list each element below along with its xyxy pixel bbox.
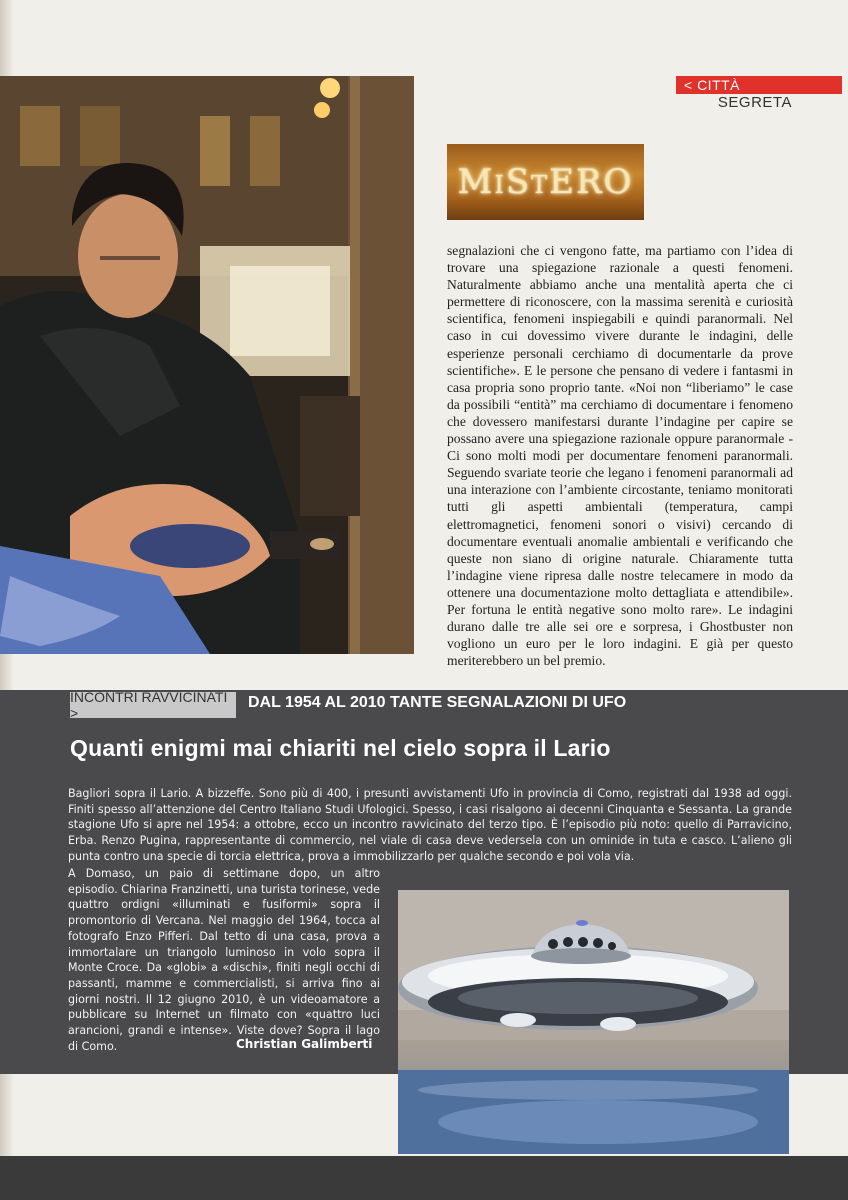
box-byline: Christian Galimberti xyxy=(236,1037,373,1051)
section-tag xyxy=(672,76,842,111)
page-bottom-bar xyxy=(0,1156,848,1200)
article-body-column xyxy=(447,242,793,669)
box-text-wide: Bagliori sopra il Lario. A bizzeffe. Sono più di 400, i presunti avvistamenti Ufo in provincia di Como, registrati dal 1938 ad oggi. Finiti spesso all’attenzione del Centro Italiano Studi Ufologici. Spesso, i casi risalgono ai decenni Cinquanta e Sessanta. La grande stagione Ufo si apre nel 1954: a ottobre, ecco un incontro ravvicinato del terzo tipo. È l’episodio più noto: quello di Parravicino, Erba. Renzo Pugina, rappresentante di commercio, nel viale di casa deve vedersela con un ominide in tuta e casco. L’alieno gli punta contro una specie di torcia elettrica, prova a immobilizzarlo per qualche secondo e poi vola via. xyxy=(68,787,792,863)
article-body-text: segnalazioni che ci vengono fatte, ma partiamo con l’idea di trovare una spiegazione razionale a questi fenomeni. Naturalmente abbiamo anche una mentalità aperta che ci permettere di riconoscere, con la massima serenità e curiosità scientifica, fenomeni inspiegabili e quindi paranormali. Nel caso in cui dovessimo vivere durante le indagini, delle esperienze personali cerchiamo di documentarle da prove scientifiche». E le persone che pensano di vedere i fantasmi in casa propria sono proprio tante. «Noi non “liberiamo” le case da possibili “entità” ma cerchiamo di documentare i fenomeno che dovessero manifestarsi durante l’indagine per capire se possano avere una spiegazione razionale oppure paranormale - Ci sono molti modi per documentare fenomeni paranormali. Seguendo svariate teorie che legano i fenomeni paranormali ad una interazione con l’ambiente circostante, teniamo monitorati tutti gli aspetti ambientali (temperatura, campi elettromagnetici, fenomeni sonori o visivi) cercando di documentare eventuali anomalie ambientali e verificando che queste non siano di origine naturale. Chiaramente tutta l’indagine viene ripresa dalle nostre telecamere in modo da ottenere una documentazione molto dettagliata e attendibile». Per fortuna le entità negative sono molto rare». Le indagini durano dalle tre alle sei ore e sorpresa, i Ghostbuster non vogliono un euro per le loro indagini. E già per questo meriterebbero un bel premio. xyxy=(447,243,793,669)
investigator-photo xyxy=(0,76,414,654)
box-headline: Quanti enigmi mai chiariti nel cielo sopra il Lario xyxy=(70,735,611,761)
box-category-tag: INCONTRI RAVVICINATI > xyxy=(70,692,236,718)
box-strapline: DAL 1954 AL 2010 TANTE SEGNALAZIONI DI UFO xyxy=(248,694,627,711)
section-previous: < CITTÀ xyxy=(676,76,842,94)
mistero-logo-text: MiStERO xyxy=(457,162,634,202)
section-current: SEGRETA xyxy=(717,94,792,111)
box-text-narrow: A Domaso, un paio di settimane dopo, un altro episodio. Chiarina Franzinetti, una turista torinese, vede quattro ordigni «illuminati e fusiformi» sopra il promontorio di Vercana. Nel maggio del 1964, tocca al fotografo Enzo Pifferi. Dal tetto di una casa, prova a immortalare un triangolo luminoso in volo sopra il Monte Croce. Da «globi» a «dischi», finiti negli occhi di passanti, mamme e commercialisti, si arriva fino ai giorni nostri. Il 12 giugno 2010, è un videoamatore a pubblicare su Internet un filmato con «quattro luci arancioni, grandi e intense». Viste dove? Sopra il lago di Como. xyxy=(68,867,380,1053)
ufo-illustration xyxy=(398,890,789,1154)
mistero-logo xyxy=(447,144,644,220)
